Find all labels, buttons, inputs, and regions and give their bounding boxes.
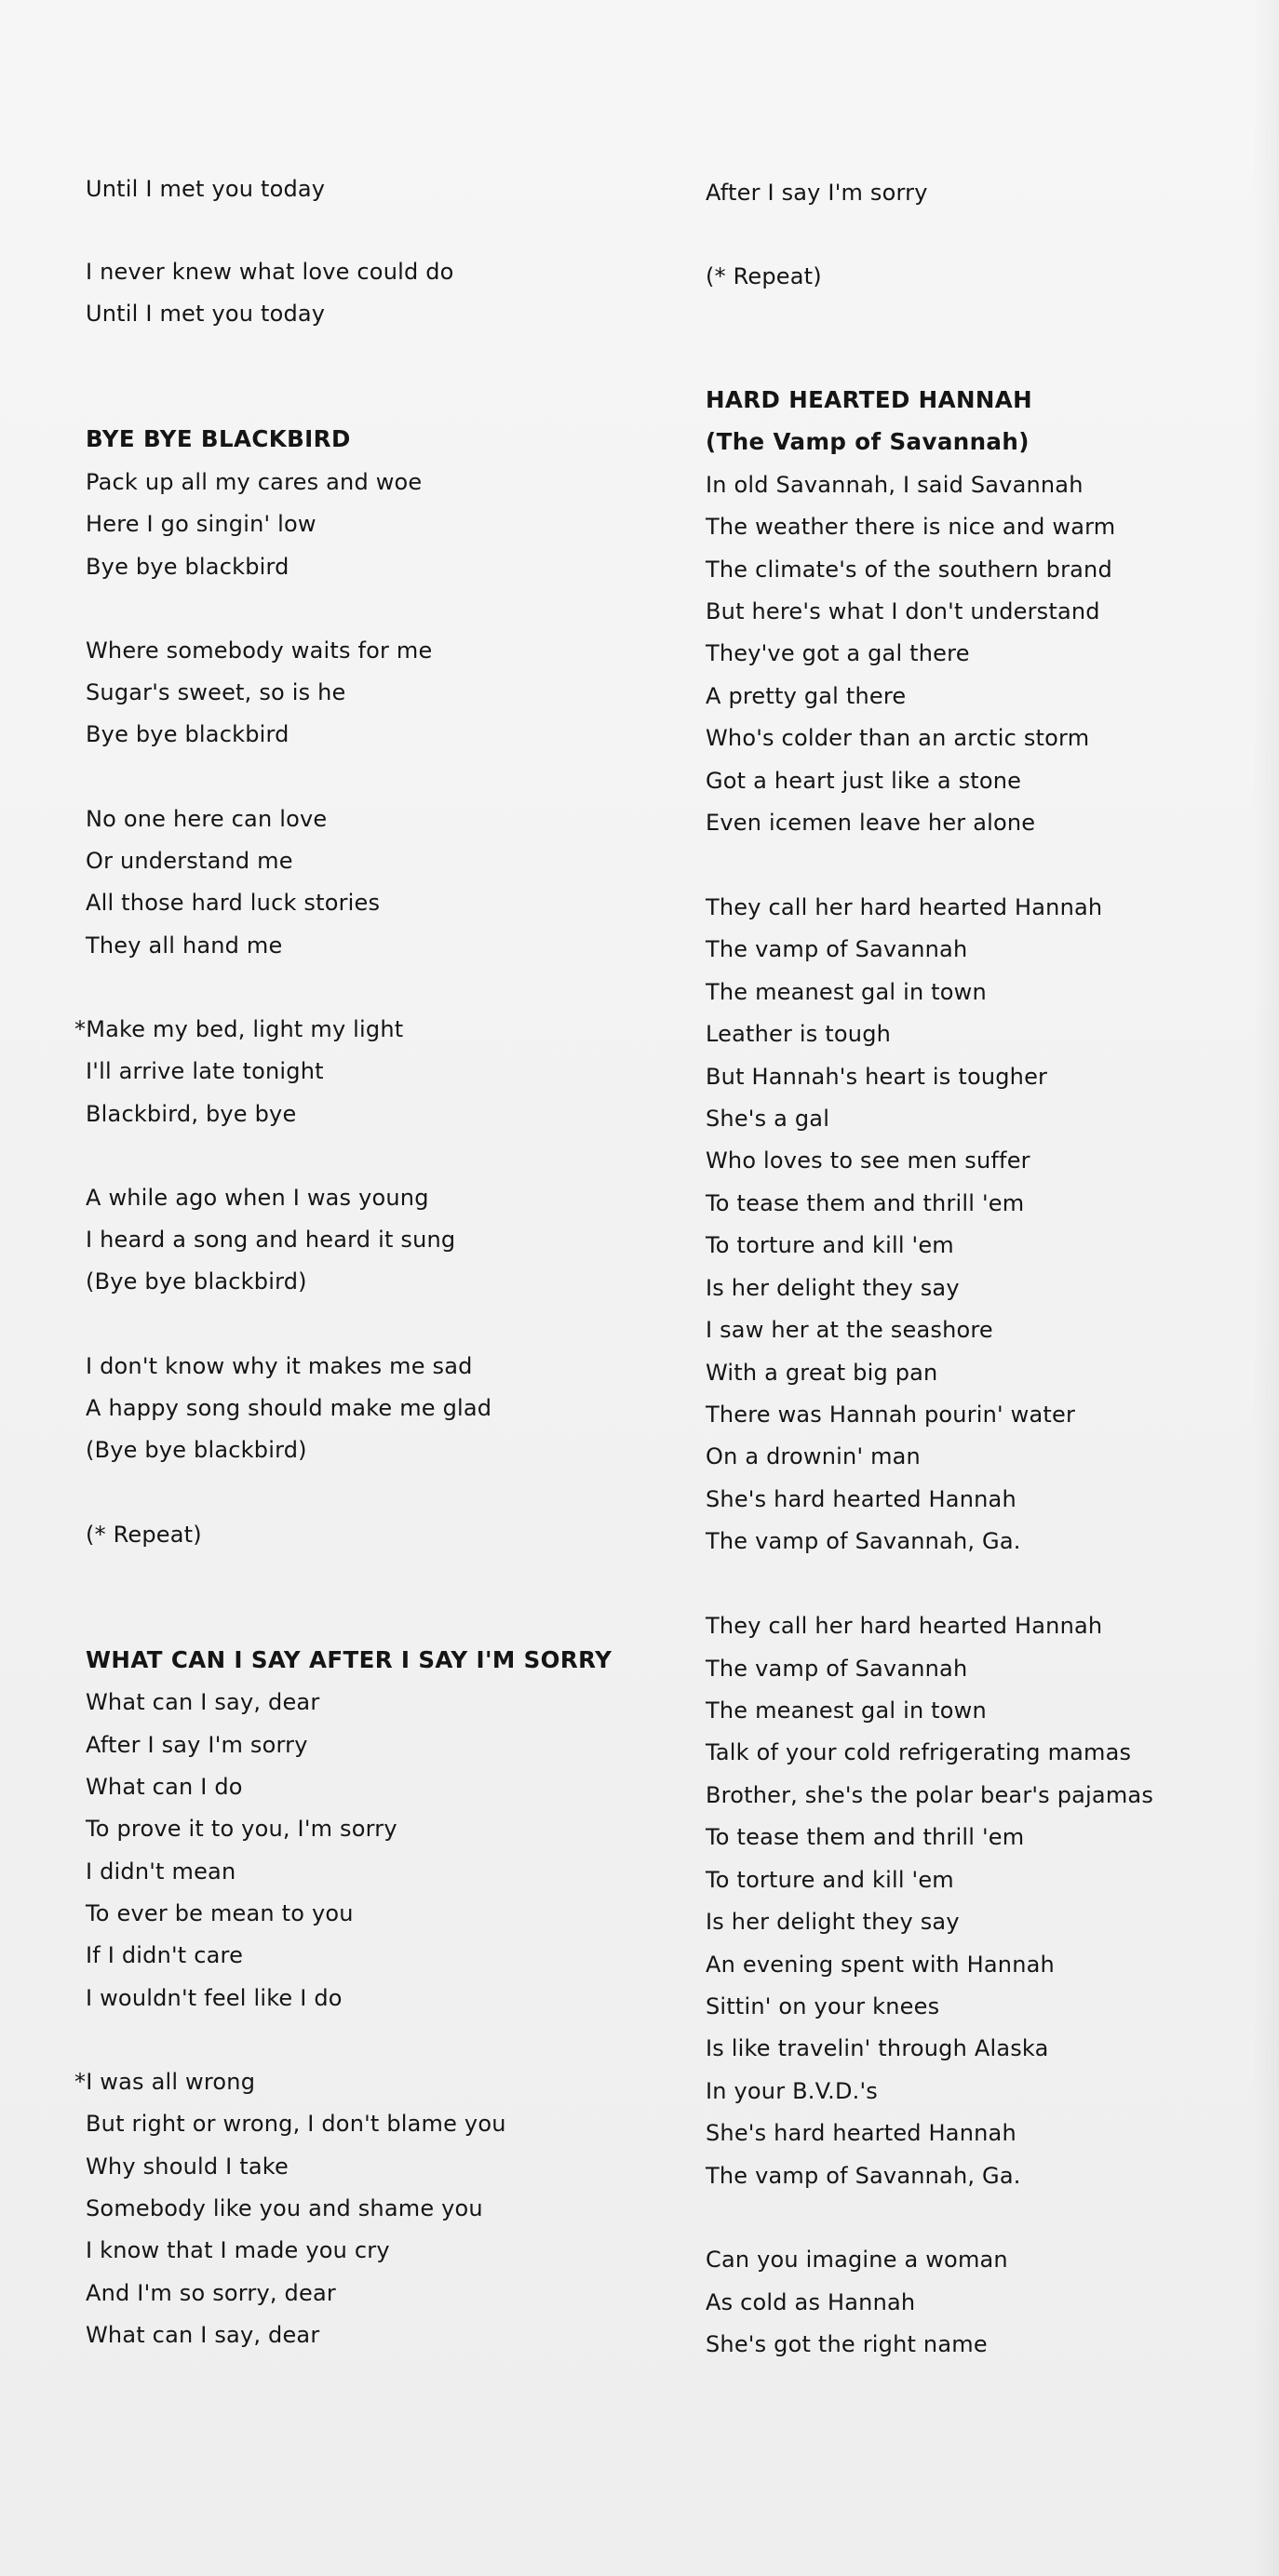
lyric-line: *I was all wrong xyxy=(74,2069,256,2095)
lyric-line: To tease them and thrill 'em xyxy=(706,1824,1025,1850)
lyric-line: The meanest gal in town xyxy=(706,1697,987,1724)
lyric-line: On a drownin' man xyxy=(706,1443,921,1469)
lyric-line: The climate's of the southern brand xyxy=(706,557,1112,583)
lyric-line: In your B.V.D.'s xyxy=(706,2078,878,2104)
lyric-line: I'll arrive late tonight xyxy=(86,1058,324,1084)
lyric-line: With a great big pan xyxy=(706,1360,938,1386)
lyric-line: Who loves to see men suffer xyxy=(706,1147,1030,1174)
lyric-line: What can I do xyxy=(86,1774,243,1800)
lyric-line: If I didn't care xyxy=(86,1942,244,1968)
lyric-line: The vamp of Savannah, Ga. xyxy=(706,2163,1021,2189)
lyric-line: As cold as Hannah xyxy=(706,2289,916,2315)
lyric-line: All those hard luck stories xyxy=(86,890,381,916)
lyric-line: Why should I take xyxy=(86,2153,289,2180)
lyric-line: The vamp of Savannah, Ga. xyxy=(706,1528,1021,1554)
lyric-line: (Bye bye blackbird) xyxy=(86,1268,307,1295)
lyric-line: Somebody like you and shame you xyxy=(86,2195,483,2221)
lyric-line: Pack up all my cares and woe xyxy=(86,469,423,495)
lyric-line: I know that I made you cry xyxy=(86,2237,390,2263)
lyric-line: I never knew what love could do xyxy=(86,259,454,285)
lyric-line: They all hand me xyxy=(86,932,283,959)
lyric-line: But Hannah's heart is tougher xyxy=(706,1064,1048,1090)
lyric-line: Leather is tough xyxy=(706,1021,892,1047)
lyric-line: Or understand me xyxy=(86,848,293,874)
lyric-line: A pretty gal there xyxy=(706,683,907,709)
lyric-line: Bye bye blackbird xyxy=(86,554,289,580)
lyric-line: *Make my bed, light my light xyxy=(74,1016,404,1042)
lyric-line: Until I met you today xyxy=(86,176,326,202)
song-title: WHAT CAN I SAY AFTER I SAY I'M SORRY xyxy=(86,1646,613,1673)
lyric-line: In old Savannah, I said Savannah xyxy=(706,472,1084,498)
lyric-line: I saw her at the seashore xyxy=(706,1317,993,1343)
lyric-line: But here's what I don't understand xyxy=(706,598,1100,624)
lyric-line: After I say I'm sorry xyxy=(86,1732,308,1758)
lyric-line: Got a heart just like a stone xyxy=(706,768,1022,794)
song-title: (The Vamp of Savannah) xyxy=(706,428,1030,455)
page-fold-shadow xyxy=(1253,0,1279,2576)
lyric-line: The weather there is nice and warm xyxy=(706,514,1116,540)
lyric-line: Where somebody waits for me xyxy=(86,637,433,664)
lyric-line: I didn't mean xyxy=(86,1858,236,1885)
lyric-line: To torture and kill 'em xyxy=(706,1867,954,1893)
lyric-line: Sittin' on your knees xyxy=(706,1993,940,2019)
lyric-line: I don't know why it makes me sad xyxy=(86,1353,473,1379)
lyric-line: Even icemen leave her alone xyxy=(706,810,1036,836)
lyric-line: Blackbird, bye bye xyxy=(86,1101,297,1127)
lyric-line: After I say I'm sorry xyxy=(706,180,928,206)
lyric-line: An evening spent with Hannah xyxy=(706,1952,1055,1978)
song-title: HARD HEARTED HANNAH xyxy=(706,386,1033,413)
lyric-line: To ever be mean to you xyxy=(86,1900,354,1926)
lyric-line: Talk of your cold refrigerating mamas xyxy=(706,1739,1132,1765)
lyric-line: (* Repeat) xyxy=(86,1522,202,1548)
lyric-line: Who's colder than an arctic storm xyxy=(706,725,1090,751)
lyric-line: To torture and kill 'em xyxy=(706,1232,954,1258)
lyric-line: But right or wrong, I don't blame you xyxy=(86,2111,506,2137)
lyric-line: A while ago when I was young xyxy=(86,1185,429,1211)
lyric-line: A happy song should make me glad xyxy=(86,1395,492,1421)
lyric-line: Bye bye blackbird xyxy=(86,721,289,747)
lyric-line: And I'm so sorry, dear xyxy=(86,2280,336,2306)
lyric-line: She's a gal xyxy=(706,1106,830,1132)
lyric-line: Brother, she's the polar bear's pajamas xyxy=(706,1782,1154,1808)
lyric-line: They call her hard hearted Hannah xyxy=(706,1613,1103,1639)
lyric-line: Can you imagine a woman xyxy=(706,2247,1008,2273)
lyric-line: They call her hard hearted Hannah xyxy=(706,894,1103,920)
lyric-line: Until I met you today xyxy=(86,301,326,327)
lyric-line: Is her delight they say xyxy=(706,1275,960,1301)
lyric-line: No one here can love xyxy=(86,806,328,832)
lyric-line: They've got a gal there xyxy=(706,640,970,666)
lyric-line: What can I say, dear xyxy=(86,2322,320,2348)
lyric-line: Is her delight they say xyxy=(706,1909,960,1935)
lyric-line: (Bye bye blackbird) xyxy=(86,1437,307,1463)
lyric-line: She's hard hearted Hannah xyxy=(706,2120,1016,2146)
song-title: BYE BYE BLACKBIRD xyxy=(86,425,351,452)
lyric-line: (* Repeat) xyxy=(706,263,822,289)
lyric-line: I wouldn't feel like I do xyxy=(86,1985,343,2011)
lyric-line: I heard a song and heard it sung xyxy=(86,1227,456,1253)
lyric-line: She's hard hearted Hannah xyxy=(706,1486,1016,1512)
lyric-line: To prove it to you, I'm sorry xyxy=(86,1816,397,1842)
lyric-line: The meanest gal in town xyxy=(706,979,987,1005)
lyric-line: The vamp of Savannah xyxy=(706,1656,968,1682)
lyric-line: Here I go singin' low xyxy=(86,511,316,537)
lyric-line: She's got the right name xyxy=(706,2331,988,2357)
lyric-line: What can I say, dear xyxy=(86,1689,320,1715)
lyric-line: Sugar's sweet, so is he xyxy=(86,679,346,705)
lyric-line: There was Hannah pourin' water xyxy=(706,1402,1076,1428)
lyric-line: Is like travelin' through Alaska xyxy=(706,2035,1049,2061)
lyric-line: To tease them and thrill 'em xyxy=(706,1190,1025,1216)
lyric-line: The vamp of Savannah xyxy=(706,936,968,962)
